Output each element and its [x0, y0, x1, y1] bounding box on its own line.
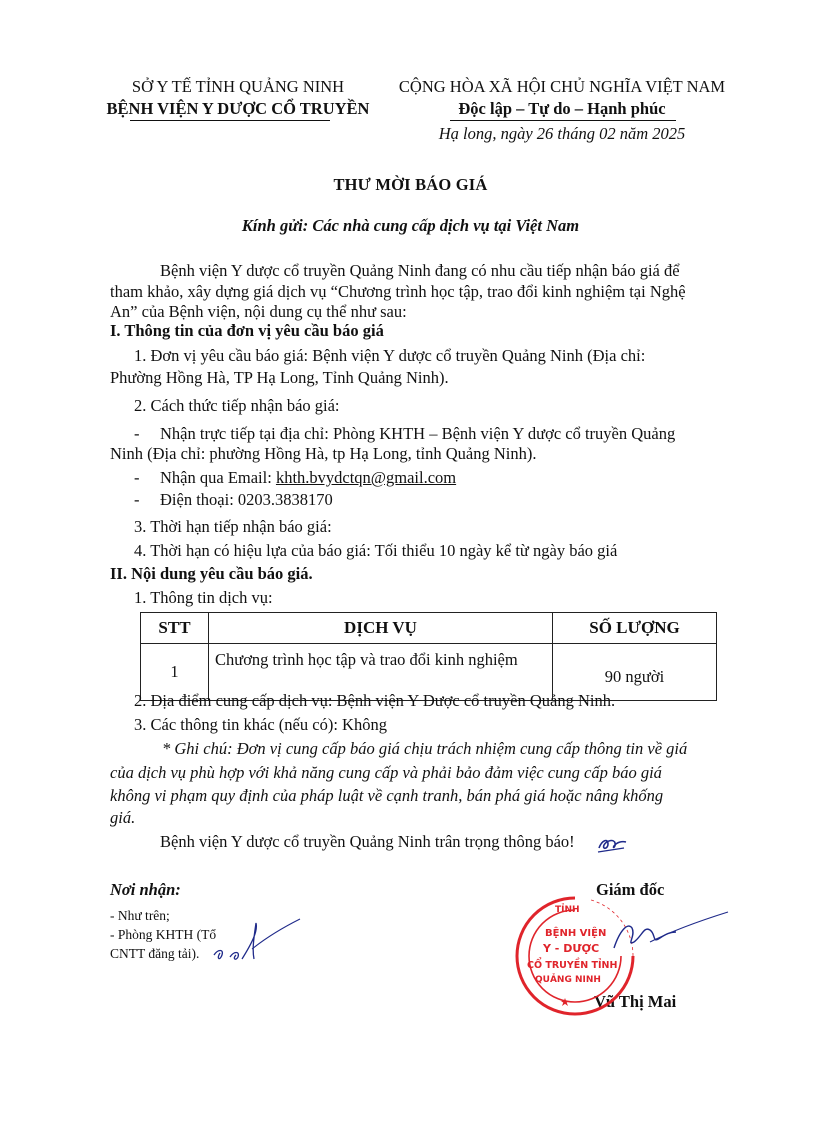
receiver-2-line-1: - Phòng KHTH (Tổ	[110, 927, 217, 942]
section-2-item-3: 3. Các thông tin khác (nếu có): Không	[134, 715, 387, 734]
cell-stt: 1	[141, 644, 209, 701]
seal-text-line-4: QUẢNG NINH	[535, 975, 601, 985]
section-1-heading: I. Thông tin của đơn vị yêu cầu báo giá	[110, 321, 384, 340]
national-motto: Độc lập – Tự do – Hạnh phúc	[458, 99, 666, 118]
bullet-dash: -	[134, 490, 140, 509]
note-line-2: của dịch vụ phù hợp với khả năng cung cấp và phải bảo đảm việc cung cấp báo giá	[110, 763, 662, 782]
item-2: 2. Cách thức tiếp nhận báo giá:	[134, 396, 340, 415]
paraph-signature-icon	[212, 913, 302, 965]
receiver-1: - Như trên;	[110, 908, 170, 923]
signer-name: Vũ Thị Mai	[594, 992, 677, 1011]
section-2-item-2: 2. Địa điểm cung cấp dịch vụ: Bệnh viện Y Dược cổ truyền Quảng Ninh.	[134, 691, 616, 710]
bullet-dash: -	[134, 424, 140, 443]
item-1-line-2: Phường Hồng Hà, TP Hạ Long, Tỉnh Quảng Ninh).	[110, 368, 449, 387]
intro-line-2: tham khảo, xây dựng giá dịch vụ “Chương trình học tập, trao đổi kinh nghiệm tại Nghệ	[110, 282, 686, 301]
nation-name: CỘNG HÒA XÃ HỘI CHỦ NGHĨA VIỆT NAM	[398, 77, 726, 96]
section-2-heading: II. Nội dung yêu cầu báo giá.	[110, 564, 313, 583]
bullet-1-line-1: Nhận trực tiếp tại địa chỉ: Phòng KHTH – Bệnh viện Y dược cổ truyền Quảng	[160, 424, 676, 443]
director-signature-icon	[610, 908, 730, 958]
seal-text-line-2: Y - DƯỢC	[543, 942, 600, 955]
section-2-item-1: 1. Thông tin dịch vụ:	[134, 588, 273, 607]
cell-quantity: 90 người	[553, 644, 717, 701]
issuer-block	[88, 76, 388, 120]
note-line-3: không vi phạm quy định của pháp luật về cạnh tranh, bán phá giá hoặc nâng khống	[110, 786, 664, 805]
recipient-line: Kính gửi: Các nhà cung cấp dịch vụ tại Việt Nam	[241, 216, 580, 235]
table-header-row	[141, 613, 717, 644]
seal-text-top: TỈNH	[555, 905, 580, 915]
signer-title: Giám đốc	[596, 880, 665, 899]
col-header-stt: STT	[141, 613, 209, 644]
bullet-3-phone: Điện thoại: 0203.3838170	[160, 490, 333, 509]
item-1-line-1: 1. Đơn vị yêu cầu báo giá: Bệnh viện Y dược cổ truyền Quảng Ninh (Địa chỉ:	[134, 346, 646, 365]
bullet-dash: -	[134, 468, 140, 487]
email-label: Nhận qua Email:	[160, 468, 276, 487]
cell-service: Chương trình học tập và trao đổi kinh nghiệm	[209, 644, 553, 701]
item-4: 4. Thời hạn có hiệu lựa của báo giá: Tối thiểu 10 ngày kể từ ngày báo giá	[134, 541, 618, 560]
intro-line-3: An” của Bệnh viện, nội dung cụ thể như sau:	[110, 302, 407, 321]
col-header-quantity: SỐ LƯỢNG	[553, 613, 717, 644]
service-table	[140, 612, 717, 701]
note-line-4: giá.	[110, 808, 136, 827]
national-header	[382, 76, 742, 120]
item-3: 3. Thời hạn tiếp nhận báo giá:	[134, 517, 332, 536]
document-title: THƯ MỜI BÁO GIÁ	[333, 175, 488, 194]
paraph-signature-icon	[596, 832, 628, 856]
issuer-department: SỞ Y TẾ TỈNH QUẢNG NINH	[131, 77, 345, 96]
motto-underline	[450, 120, 676, 121]
email-link[interactable]: khth.bvydctqn@gmail.com	[275, 468, 457, 487]
seal-text-line-1: BỆNH VIỆN	[545, 928, 607, 939]
bullet-2	[160, 468, 456, 488]
seal-text-line-3: CỔ TRUYỀN TỈNH	[527, 960, 618, 971]
receiver-2-line-2: CNTT đăng tải).	[110, 946, 200, 961]
note-line-1: * Ghi chú: Đơn vị cung cấp báo giá chịu trách nhiệm cung cấp thông tin về giá	[162, 739, 688, 758]
issuer-underline	[130, 120, 330, 121]
closing-line: Bệnh viện Y dược cổ truyền Quảng Ninh trân trọng thông báo!	[160, 832, 575, 851]
bullet-1-line-2: Ninh (Địa chỉ: phường Hồng Hà, tp Hạ Long, tỉnh Quảng Ninh).	[110, 444, 537, 463]
document-date: Hạ long, ngày 26 tháng 02 năm 2025	[438, 124, 686, 143]
col-header-service: DỊCH VỤ	[209, 613, 553, 644]
intro-line-1: Bệnh viện Y dược cổ truyền Quảng Ninh đang có nhu cầu tiếp nhận báo giá để	[160, 261, 680, 280]
receivers-title: Nơi nhận:	[110, 880, 181, 899]
issuer-hospital: BỆNH VIỆN Y DƯỢC CỔ TRUYỀN	[106, 99, 370, 118]
